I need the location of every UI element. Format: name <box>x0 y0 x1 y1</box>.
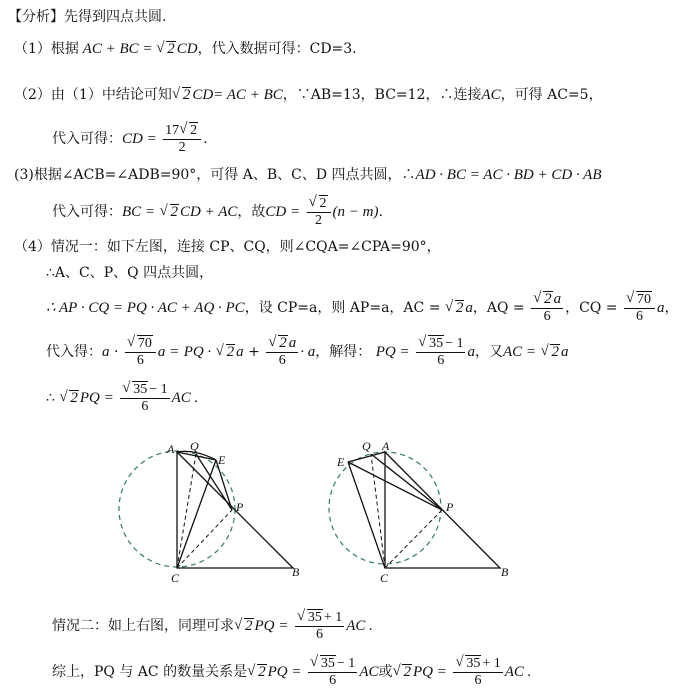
fraction-17sqrt2-over-2: $\frac{17√ 2}{2}$ <box>163 122 201 156</box>
svg-text:B: B <box>292 565 300 579</box>
svg-text:C: C <box>171 571 180 585</box>
case-2: 情况二：如上右图，同理可求√ 2 PQ = √ $\frac{35 + 1}{6}$ AC . <box>52 606 373 646</box>
left-figure <box>119 439 300 585</box>
analysis-header: 【分析】先得到四点共圆. <box>8 9 167 25</box>
part-4-line5: ∴ √ 2 PQ = √ $\frac{35 - 1}{6}$ AC . <box>46 378 198 418</box>
svg-text:C: C <box>380 571 389 585</box>
part-1: （1）根据 AC + BC = √ 2 CD，代入数据可得：CD=3. <box>14 40 357 58</box>
svg-text:P: P <box>236 500 244 514</box>
svg-text:A: A <box>382 439 390 453</box>
geometry-figures <box>0 440 640 610</box>
right-figure <box>329 439 509 585</box>
svg-text:P: P <box>446 500 454 514</box>
svg-text:E: E <box>218 453 226 467</box>
part-2: （2）由（1）中结论可知√ 2 CD= AC + BC，∵AB=13，BC=12，∴连接AC，可得 AC=5， <box>14 86 603 104</box>
part-4-line2: ∴A、C、P、Q 四点共圆， <box>46 265 214 281</box>
svg-text:A: A <box>167 442 175 456</box>
left-triangle-acb <box>177 452 293 568</box>
svg-text:Q: Q <box>362 439 371 453</box>
part-3: (3)根据∠ACB=∠ADB=90°，可得 A、B、C、D 四点共圆，∴AD · BC = AC · BD + CD · AB <box>14 167 602 183</box>
svg-text:B: B <box>501 565 509 579</box>
part-2-sub: 代入可得：CD = $\frac{17√ 2}{2}$ . <box>52 119 208 159</box>
sqrt2: √ 2 <box>157 40 176 58</box>
p1-lead: （1）根据 <box>14 41 79 57</box>
conclusion: 综上，PQ 与 AC 的数量关系是√ 2 PQ = √ $\frac{35 - 1}{6}$ AC或√ 2 PQ = √ $\frac{35 + 1}{6}$ AC . <box>52 652 531 692</box>
part-4-line3: ∴ AP · CQ = PQ · AC + AQ · PC，设 CP=a，则 AP=a，AC = √ 2 a，AQ = √ $\frac{2 a}{6}$ ，CQ = √ $\frac{70}{6}$ a， <box>46 288 678 328</box>
svg-text:Q: Q <box>190 439 199 453</box>
part-4-line4: 代入得：a · √ $\frac{70}{6}$ a = PQ · √ 2 a + √ $\frac{2 a}{6}$ · a，解得： PQ = √ $\frac{35 - 1}{6}$ a，又AC = √ 2 a <box>46 332 568 372</box>
part-3-sub: 代入可得：BC = √ 2 CD + AC，故CD = √ $\frac{2}{2}$ (n − m). <box>52 192 383 232</box>
part-4-line1: （4）情况一：如下左图，连接 CP、CQ，则∠CQA=∠CPA=90°， <box>14 239 441 255</box>
svg-text:E: E <box>337 455 345 469</box>
